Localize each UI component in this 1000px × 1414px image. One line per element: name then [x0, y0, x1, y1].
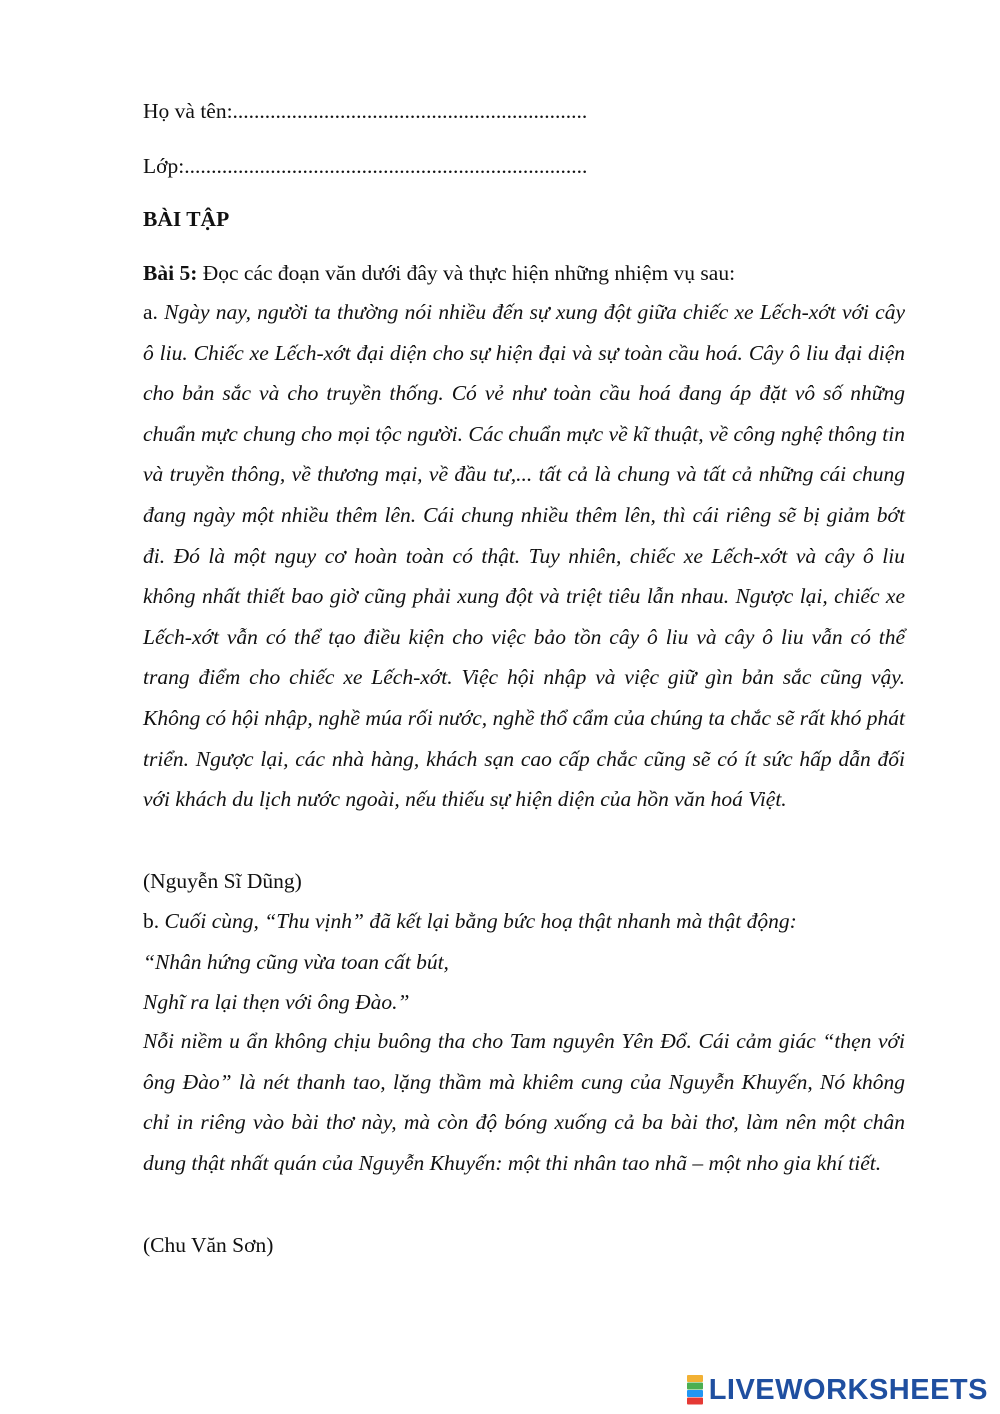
passage-b-intro: Cuối cùng, “Thu vịnh” đã kết lại bằng bức hoạ thật nhanh mà thật động: [164, 909, 797, 933]
verse-line-2: Nghĩ ra lại thẹn với ông Đào.” [143, 990, 410, 1014]
passage-a-text: Ngày nay, người ta thường nói nhiều đến sự xung đột giữa chiếc xe Lếch-xớt với cây ô liu. Chiếc xe Lếch-xớt đại diện cho sự hiện đại và sự toàn cầu hoá. Cây ô liu đại diện cho bản sắc và cho truyền thống. Có vẻ như toàn cầu hoá đang áp đặt vô số những chuẩn mực chung cho mọi tộc người. Các chuẩn mực về kĩ thuật, về công nghệ thông tin và truyền thông, về thương mại, về đầu tư,... tất cả là chung và tất cả những cái chung đang ngày một nhiều thêm lên. Cái chung nhiều thêm lên, thì cái riêng sẽ bị giảm bớt đi. Đó là một nguy cơ hoàn toàn có thật. Tuy nhiên, chiếc xe Lếch-xớt và cây ô liu không nhất thiết bao giờ cũng phải xung đột và triệt tiêu lẫn nhau. Ngược lại, chiếc xe Lếch-xớt vẫn có thể tạo điều kiện cho việc bảo tồn cây ô liu và cây ô liu vẫn có thể trang điểm cho chiếc xe Lếch-xớt. Việc hội nhập và việc giữ gìn bản sắc cũng vậy. Không có hội nhập, nghề múa rối nước, nghề thổ cẩm của chúng ta chắc sẽ rất khó phát triển. Ngược lại, các nhà hàng, khách sạn cao cấp chắc cũng sẽ có ít sức hấp dẫn đối với khách du lịch nước ngoài, nếu thiếu sự hiện diện của hồn văn hoá Việt. [143, 300, 906, 812]
exercise-instruction: Đọc các đoạn văn dưới đây và thực hiện những nhiệm vụ sau: [197, 261, 736, 285]
passage-a-marker: a. [143, 300, 165, 324]
student-name-line: Họ và tên:.................................................................. [143, 99, 588, 123]
logo-block [687, 1390, 703, 1397]
exercise-label: Bài 5: [143, 261, 198, 285]
passage-a-source: (Nguyễn Sĩ Dũng) [143, 869, 302, 893]
passage-a [143, 292, 905, 820]
logo-block [687, 1383, 703, 1390]
section-title: BÀI TẬP [143, 207, 230, 231]
logo-block [687, 1398, 703, 1405]
logo-block [687, 1375, 703, 1382]
liveworksheets-brand [685, 1374, 988, 1406]
brand-wordmark: LIVEWORKSHEETS [708, 1373, 988, 1406]
passage-b-marker: b. [143, 909, 165, 933]
liveworksheets-logo-icon [685, 1375, 705, 1405]
exercise-heading [143, 258, 735, 288]
passage-b-source: (Chu Văn Sơn) [143, 1233, 274, 1257]
passage-b-intro-line [143, 906, 797, 936]
passage-b-text: Nỗi niềm u ẩn không chịu buông tha cho Tam nguyên Yên Đổ. Cái cảm giác “thẹn với ông Đào” là nét thanh tao, lặng thầm mà khiêm cung của Nguyễn Khuyến, Nó không chỉ in riêng vào bài thơ này, mà còn độ bóng xuống cả ba bài thơ, làm nên một chân dung thật nhất quán của Nguyễn Khuyến: một thi nhân tao nhã – một nho gia khí tiết. [143, 1029, 905, 1175]
verse-line-1: “Nhân hứng cũng vừa toan cất bút, [143, 950, 449, 974]
class-line: Lớp:........................................................................... [143, 154, 588, 178]
